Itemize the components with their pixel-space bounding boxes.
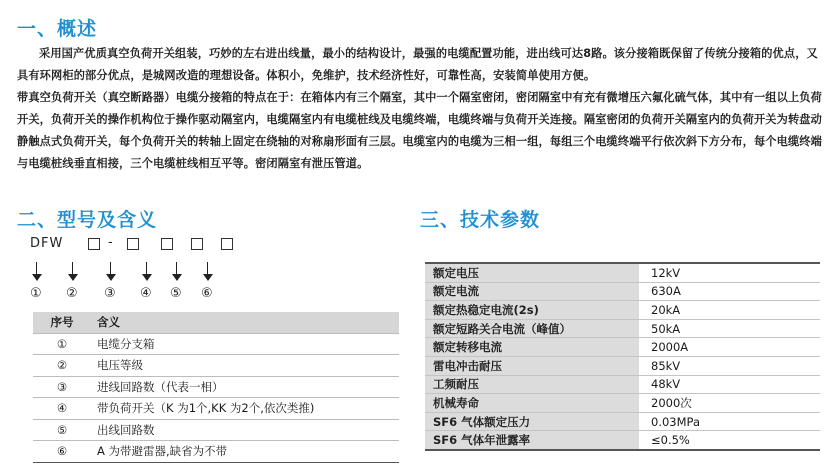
table-header-row: [33, 312, 399, 333]
row-meaning: 出线回路数: [91, 419, 399, 441]
param-value: 48kV: [639, 375, 820, 394]
model-heading: 二、型号及含义: [17, 209, 158, 231]
marker-6: ⑥: [201, 286, 213, 301]
row-index: ①: [33, 333, 91, 355]
row-meaning: 电压等级: [91, 355, 399, 377]
param-name: 额定短路关合电流（峰值）: [425, 319, 639, 338]
arrow-down-icon: [104, 262, 118, 282]
row-index: ③: [33, 376, 91, 398]
marker-5: ⑤: [170, 286, 182, 301]
param-name: 额定转移电流: [425, 338, 639, 357]
table-row: [425, 394, 820, 413]
tech-heading: 三、技术参数: [420, 209, 541, 231]
tech-params-table: [425, 262, 820, 451]
model-meaning-table: [33, 312, 399, 463]
row-index: ⑤: [33, 419, 91, 441]
param-name: SF6 气体额定压力: [425, 412, 639, 431]
row-meaning: A 为带避雷器,缺省为不带: [91, 441, 399, 463]
table-row: [425, 356, 820, 375]
param-value: 630A: [639, 282, 820, 301]
table-row: [33, 441, 399, 463]
param-name: 雷电冲击耐压: [425, 356, 639, 375]
param-value: 50kA: [639, 319, 820, 338]
table-row: [33, 398, 399, 420]
table-row: [33, 376, 399, 398]
table-row: [425, 375, 820, 394]
row-meaning: 电缆分支箱: [91, 333, 399, 355]
arrow-down-icon: [140, 262, 154, 282]
param-name: 额定热稳定电流(2s): [425, 301, 639, 320]
table-row: [425, 431, 820, 450]
table-row: [33, 333, 399, 355]
marker-3: ③: [104, 286, 116, 301]
table-row: [33, 419, 399, 441]
model-box-2: [127, 238, 139, 250]
row-index: ⑥: [33, 441, 91, 463]
marker-2: ②: [66, 286, 78, 301]
param-value: 20kA: [639, 301, 820, 320]
model-box-3: [161, 238, 173, 250]
table-row: [425, 338, 820, 357]
table-row: [425, 319, 820, 338]
overview-text: [17, 43, 822, 175]
row-index: ④: [33, 398, 91, 420]
overview-paragraph-1: 采用国产优质真空负荷开关组装，巧妙的左右进出线量，最小的结构设计，最强的电缆配置功能，进出线可达8路。该分接箱既保留了传统分接箱的优点，又具有环网柜的部分优点，是城网改造的理想设备。体积小，免维护，技术经济性好，可靠性高，安装简单使用方便。: [17, 47, 818, 82]
param-name: 工频耐压: [425, 375, 639, 394]
row-meaning: 带负荷开关（K 为1个,KK 为2个,依次类推): [91, 398, 399, 420]
table-row: [425, 282, 820, 301]
model-dash: -: [108, 235, 113, 250]
row-index: ②: [33, 355, 91, 377]
model-prefix: DFW: [30, 236, 64, 251]
overview-paragraph-2: 带真空负荷开关（真空断路器）电缆分接箱的特点在于：在箱体内有三个隔室，其中一个隔室密闭，密闭隔室中有充有微增压六氟化硫气体，其中有一组以上负荷开关，负荷开关的操作机构位于操作驱动隔室内，电缆隔室内有电缆桩线及电缆终端，电缆终端与负荷开关连接。隔室密闭的负荷开关隔室内的负荷开关为转盘动静触点式负荷开关，每个负荷开关的转轴上固定在绕轴的对称扇形面有三层。电缆室内的电缆为三相一组，每组三个电缆终端平行依次斜下方分布，每个电缆终端与电缆桩线垂直相接，三个电缆桩线相互平等。密闭隔室有泄压管道。: [17, 91, 822, 170]
table-row: [425, 301, 820, 320]
table-row: [425, 263, 820, 282]
header-meaning: 含义: [91, 312, 399, 333]
model-box-4: [191, 238, 203, 250]
model-box-1: [88, 238, 100, 250]
param-value: 12kV: [639, 263, 820, 282]
param-value: 0.03MPa: [639, 412, 820, 431]
marker-1: ①: [30, 286, 42, 301]
arrow-down-icon: [170, 262, 184, 282]
arrow-down-icon: [201, 262, 215, 282]
param-value: 2000A: [639, 338, 820, 357]
arrow-down-icon: [30, 262, 44, 282]
header-index: 序号: [33, 312, 91, 333]
param-name: SF6 气体年泄露率: [425, 431, 639, 450]
row-meaning: 进线回路数（代表一相）: [91, 376, 399, 398]
table-row: [425, 412, 820, 431]
param-name: 机械寿命: [425, 394, 639, 413]
marker-4: ④: [140, 286, 152, 301]
param-value: 85kV: [639, 356, 820, 375]
table-row: [33, 355, 399, 377]
param-name: 额定电流: [425, 282, 639, 301]
param-value: 2000次: [639, 394, 820, 413]
arrow-down-icon: [66, 262, 80, 282]
param-name: 额定电压: [425, 263, 639, 282]
param-value: ≤0.5%: [639, 431, 820, 450]
model-box-5: [221, 238, 233, 250]
overview-heading: 一、概述: [17, 18, 98, 40]
